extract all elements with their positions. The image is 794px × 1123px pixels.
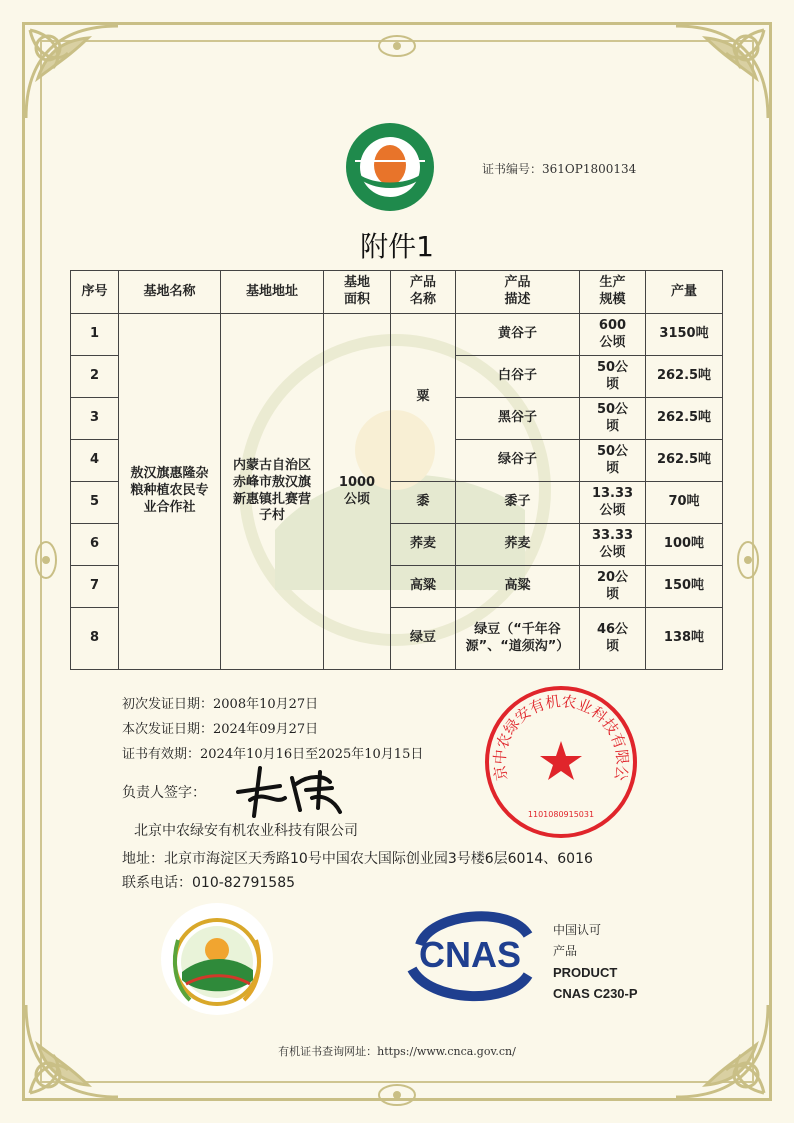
cnas-accreditation-text: 中国认可 产品 PRODUCT CNAS C230-P — [553, 923, 638, 1001]
company-phone: 联系电话：010-82791585 — [122, 875, 296, 891]
cell-seq: 4 — [71, 440, 119, 482]
cell-output: 70吨 — [646, 482, 723, 524]
cell-seq: 1 — [71, 314, 119, 356]
cell-desc: 绿豆（“千年谷源”、“道须沟”） — [456, 608, 580, 670]
cell-output: 3150吨 — [646, 314, 723, 356]
top-ornament — [377, 26, 417, 66]
cell-desc: 黍子 — [456, 482, 580, 524]
certificate-number: 证书编号：361OP1800134 — [482, 162, 637, 176]
cell-seq: 7 — [71, 566, 119, 608]
header-seq: 序号 — [71, 271, 119, 314]
table-row — [71, 314, 723, 356]
cell-area: 1000公顷 — [324, 314, 391, 670]
this-issue-date: 本次发证日期：2024年09月27日 — [122, 722, 319, 737]
header-base-name: 基地名称 — [119, 271, 221, 314]
cell-desc: 黑谷子 — [456, 398, 580, 440]
company-name: 北京中农绿安有机农业科技有限公司 — [134, 823, 358, 839]
header-product-name: 产品 名称 — [391, 271, 456, 314]
bottom-ornament — [377, 1075, 417, 1115]
header-area: 基地 面积 — [324, 271, 391, 314]
cell-seq: 5 — [71, 482, 119, 524]
cell-product-name: 黍 — [391, 482, 456, 524]
cell-desc: 绿谷子 — [456, 440, 580, 482]
cell-product-name: 绿豆 — [391, 608, 456, 670]
header-output: 产量 — [646, 271, 723, 314]
cell-desc: 高粱 — [456, 566, 580, 608]
cell-scale: 20公顷 — [580, 566, 646, 608]
right-ornament — [728, 540, 768, 580]
page-title: 附件1 — [360, 230, 434, 263]
cell-seq: 8 — [71, 608, 119, 670]
corner-ornament — [666, 18, 776, 128]
header-base-addr: 基地地址 — [221, 271, 324, 314]
base-product-table — [70, 270, 723, 670]
cell-seq: 2 — [71, 356, 119, 398]
cell-base-name: 敖汉旗惠隆杂粮种植农民专业合作社 — [119, 314, 221, 670]
header-scale: 生产 规模 — [580, 271, 646, 314]
cell-desc: 黄谷子 — [456, 314, 580, 356]
cell-output: 100吨 — [646, 524, 723, 566]
official-seal — [482, 683, 640, 841]
cell-desc: 荞麦 — [456, 524, 580, 566]
green-agriculture-logo — [158, 900, 276, 1018]
cell-scale: 50公顷 — [580, 356, 646, 398]
cell-product-name: 粟 — [391, 314, 456, 482]
cell-scale: 13.33公顷 — [580, 482, 646, 524]
query-url: 有机证书查询网址：https://www.cnca.gov.cn/ — [278, 1045, 516, 1058]
cell-output: 262.5吨 — [646, 398, 723, 440]
cell-base-addr: 内蒙古自治区赤峰市敖汉旗新惠镇扎赛营子村 — [221, 314, 324, 670]
china-organic-product-logo — [345, 113, 435, 221]
cell-scale: 600公顷 — [580, 314, 646, 356]
cell-desc: 白谷子 — [456, 356, 580, 398]
cell-output: 150吨 — [646, 566, 723, 608]
svg-text:1101080915031: 1101080915031 — [527, 810, 595, 819]
cell-seq: 3 — [71, 398, 119, 440]
cell-seq: 6 — [71, 524, 119, 566]
svg-text:北京中农绿安有机农业科技有限公司: 京中农绿安有机农业科技有限公 — [490, 692, 632, 783]
table-header-row — [71, 271, 723, 314]
cell-output: 262.5吨 — [646, 356, 723, 398]
validity-period: 证书有效期：2024年10月16日至2025年10月15日 — [122, 747, 424, 762]
cell-scale: 50公顷 — [580, 440, 646, 482]
cell-scale: 33.33公顷 — [580, 524, 646, 566]
cell-product-name: 高粱 — [391, 566, 456, 608]
first-issue-date: 初次发证日期：2008年10月27日 — [122, 697, 319, 712]
corner-ornament — [18, 18, 128, 128]
cell-product-name: 荞麦 — [391, 524, 456, 566]
cell-scale: 50公顷 — [580, 398, 646, 440]
company-address: 地址：北京市海淀区天秀路10号中国农大国际创业园3号楼6层6014、6016 — [122, 851, 593, 867]
signer-label: 负责人签字： — [122, 785, 206, 801]
cell-scale: 46公顷 — [580, 608, 646, 670]
cnas-logo — [400, 905, 540, 1005]
header-product-desc: 产品 描述 — [456, 271, 580, 314]
signature — [230, 760, 350, 820]
cell-output: 138吨 — [646, 608, 723, 670]
svg-text:CNAS: CNAS — [418, 934, 522, 975]
left-ornament — [26, 540, 66, 580]
cell-output: 262.5吨 — [646, 440, 723, 482]
